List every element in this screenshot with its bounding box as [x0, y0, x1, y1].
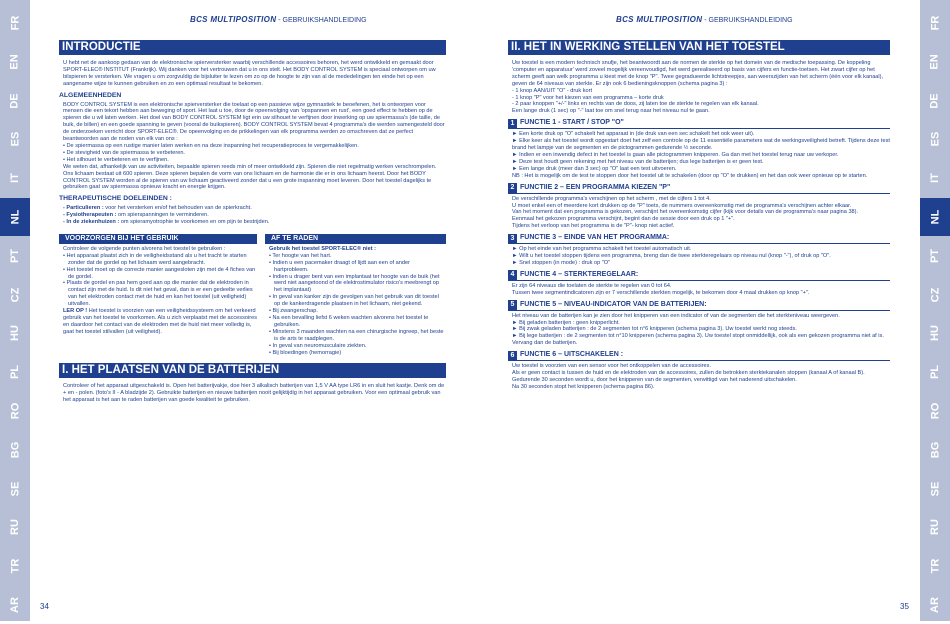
- function-line: Het niveau van de batterijen kan je zien door het knipperen van een indicator of van de segmenten die het sterkteniveau weergeven.: [512, 312, 840, 319]
- function-line: Tussen twee segmentindicatoren zijn er 7 verschillende sterkten mogelijk, te bekomen door 4 maal drukken op knop "+".: [512, 289, 810, 296]
- werking-item: - 1 knop AAN/UIT "O" - druk kort: [512, 87, 593, 94]
- lang-tab-label: IT: [9, 173, 21, 184]
- function-line: ► Bij geladen batterijen : geen knipperlicht.: [512, 319, 620, 326]
- voorzorgen-item: • Het apparaat plaatst zich in de veiligheidsstand als u het tracht te starten zonder dat de gordel op het lichaam werd aangebracht.: [63, 252, 247, 266]
- page-number-left: 34: [40, 602, 49, 611]
- right-column: [508, 40, 890, 391]
- function-heading: [508, 351, 890, 361]
- alg-bullet: • De stevigheid van de spiermassa te verbeteren.: [63, 149, 185, 156]
- alg-text-1: BODY CONTROL SYSTEM is een elektronische spierversterker die toelaat op een passieve wijze gymnastiek te beoefenen, het is ontworpen voor mensen die een tekort hebben aan beweging of sport. Het laat u toe, door de opeenvolging van 'opspannen en rust', een goed effect te hebben op de spieren die u wil laten werken. Het doel van BODY CONTROL SYSTEM ligt erin uw silhouet te verfijnen door inwerking op uw spiermassa's (de taille, de buik, de billen) en een goede spanning te geven (vooral de buikspieren). BODY CONTROL SYSTEM bevat 4 programma's die werden samengesteld door de onderzoeken verricht door SPORT-ELEC®. De opeenvolging en de prikkelingen van elk programma werden zo omschreven dat ze perfect beantwoorden aan de noden van elk van ons :: [63, 101, 445, 143]
- lang-tab-tr[interactable]: [920, 547, 950, 585]
- af-te-raden-item: • Bij bloedingen (hemorragie): [269, 349, 342, 356]
- intro-heading: INTRODUCTIE: [59, 40, 446, 55]
- lang-tab-de[interactable]: [0, 82, 30, 120]
- function-line: Uw toestel is voorzien van een sensor voor het ontkoppelen van de accessoires.: [512, 363, 712, 370]
- lang-tab-label: CZ: [928, 287, 941, 302]
- language-tabs-right: [920, 0, 950, 621]
- function-body: [508, 196, 890, 231]
- ther-item: [63, 205, 446, 212]
- function-number: 2: [508, 183, 517, 193]
- lang-tab-label: RU: [8, 519, 21, 536]
- ther-key: - Fysiotherapeuten :: [63, 212, 117, 219]
- af-te-raden-heading: AF TE RADEN: [265, 234, 446, 244]
- lang-tab-label: PL: [929, 365, 941, 380]
- page-number-right: 35: [900, 602, 909, 611]
- function-number: 6: [508, 351, 517, 361]
- function-line: ► Een korte druk op "O" schakelt het apparaat in (de druk van een sec schakelt het ook weer uit).: [512, 131, 755, 138]
- function-line: U moet enkel een of meerdere kort drukken op de "P" toets, de nummers overeenkomstig met de programma's verschijnen achter elkaar.: [512, 202, 852, 209]
- lang-tab-nl[interactable]: [920, 198, 950, 236]
- alg-bullet: • Het silhouet te verbeteren en te verfijnen.: [63, 156, 169, 163]
- lang-tab-label: DE: [929, 92, 941, 109]
- function-line: ► Een lange druk (meer dan 3 sec) op "O" laat een test uitvoeren.: [512, 165, 677, 172]
- language-tabs-left: [0, 0, 30, 621]
- lang-tab-bg[interactable]: [0, 431, 30, 469]
- lang-tab-label: DE: [9, 92, 21, 109]
- voorzorgen-item: • Het toestel moet op de correcte manier aangesloten zijn met de 4 fiches van de gordel.: [63, 266, 256, 280]
- af-te-raden-box: [265, 234, 446, 357]
- ther-list: [59, 205, 446, 226]
- lang-tab-label: IT: [929, 173, 941, 184]
- lang-tab-pt[interactable]: [920, 237, 950, 275]
- function-line: De verschillende programma's verschijnen op het scherm , met de cijfers 1 tot 4.: [512, 195, 711, 202]
- lang-tab-label: CZ: [8, 287, 21, 302]
- header-suffix: - GEBRUIKSHANDLEIDING: [276, 17, 367, 24]
- functions-list: [508, 119, 890, 391]
- alg-bullet: • De spiermassa op een rustige manier laten werken en na deze inspanning het recuperatieproces te vergemakkelijken.: [63, 142, 359, 149]
- alg-bullets: [59, 143, 446, 164]
- function-heading: [508, 119, 890, 129]
- lang-tab-label: PL: [9, 365, 21, 380]
- page-header-right: [616, 15, 793, 24]
- function-line: ► Bij lege batterijen : de 2 segmenten tot n°10 knipperen (schema pagina 3). Uw toestel stopt onmiddellijk, ook als een gekozen programma niet af is. Vervang dan de batterijen.: [512, 333, 884, 347]
- af-te-raden-item: • Minstens 3 maanden wachten na een chirurgische ingreep, het beste is de arts te raadplegen.: [269, 328, 444, 342]
- alg-text-2: We weten dat, afhankelijk van uw activiteiten, bepaalde spieren reeds min of meer ontwikkeld zijn. Spieren die niet regelmatig werken verschrompelen. Ons lichaam bestaat uit 600 spieren. Deze spieren bepalen de vorm van ons lichaam en de harmonie die er in ons lichaam heerst. Door het BODY CONTROL SYSTEM worden al de spieren van uw lichaam geactiveerd zonder dat u een grote inspanning moet leveren. Door het toestel dagelijks te gebruiken gaat uw spiermassa opnieuw kracht en energie krijgen.: [63, 163, 437, 191]
- lang-tab-bg[interactable]: [920, 431, 950, 469]
- ther-value: om spierspanningen te verminderen.: [116, 212, 209, 219]
- lang-tab-label: PT: [929, 248, 941, 263]
- lang-tab-ru[interactable]: [0, 508, 30, 546]
- werking-heading: II. HET IN WERKING STELLEN VAN HET TOESTEL: [508, 40, 890, 55]
- af-te-raden-item: • In geval van neuromusculaire ziekten.: [269, 342, 367, 349]
- werking-list: [508, 88, 890, 116]
- lang-tab-label: ES: [9, 132, 21, 147]
- lang-tab-label: EN: [9, 54, 21, 70]
- lang-tab-label: RO: [9, 402, 21, 420]
- function-body: [508, 131, 890, 179]
- lang-tab-label: BG: [929, 441, 941, 459]
- page-header-left: [190, 15, 367, 24]
- header-suffix: - GEBRUIKSHANDLEIDING: [702, 17, 793, 24]
- lang-tab-it[interactable]: [920, 159, 950, 197]
- lang-tab-nl[interactable]: [0, 198, 30, 236]
- lang-tab-ro[interactable]: [0, 392, 30, 430]
- function-line: Als er geen contact is tussen de huid en de elektroden van de accessoires, zullen de betrokken sterktekanalen stoppen (kanaal A of kanaal B).: [512, 370, 865, 377]
- warning-text: Het toestel is voorzien van een veiligheidssysteem om het verkeerd gebruik van het toestel te voorkomen. Als u zich verplaatst met de accessoires en daardoor het contact van de elektroden met de huid niet meer volledig is, gaat het toestel stilvallen (uit veiligheid).: [63, 308, 258, 335]
- function-line: Er zijn 64 niveaus die toelaten de sterkte te regelen van 0 tot 64.: [512, 282, 672, 289]
- lang-tab-cz[interactable]: [920, 276, 950, 314]
- function-line: NB : Het is mogelijk om de test te stoppen door het toestel uit te schakelen (door op "O" te drukken) en het dan ook weer opnieuw op te starten.: [512, 172, 868, 179]
- function-number: 4: [508, 270, 517, 280]
- lang-tab-pt[interactable]: [0, 237, 30, 275]
- voorzorgen-item: • Plaats de gordel en pas hem goed aan op die manier dat de elektroden in contact zijn met de huid. Is dit niet het geval, dan is er een gedeelte verlies van het elektroden contact met de huid en kan het toestel (uit veiligheid) uitvallen.: [63, 280, 253, 308]
- lang-tab-ar[interactable]: [920, 586, 950, 624]
- lang-tab-label: FR: [8, 15, 21, 31]
- intro-text: U hebt net de aankoop gedaan van de elektronische spierversterker waarbij verschillende accessoires behoren, het werd ontwikkeld en gemaakt door SPORT-ELEC® INSTITUT (Frankrijk). Wij danken voor het vertrouwen dat u in ons stelt. Het BODY CONTROL SYSTEM is speciaal ontworpen om uw bilspieren te versterken. We vragen u om zorgvuldig de bijsluiter te lezen om zo op de hoogte te zijn van al de mededelingen ten einde het op een aangename wijze te kunnen gebruiken en zo een optimaal resultaat te bekomen.: [63, 60, 436, 87]
- af-te-raden-item: • Na een bevalling liefst 6 weken wachten alvorens het toestel te gebruiken.: [269, 315, 429, 328]
- function-line: Tijdens het verloop van het programma is de "P"- knop niet actief.: [512, 223, 675, 230]
- function-line: ► Indien er een inwendig defect in het toestel is gaan alle pictogrammen knipperen. Ga dan met het toestel terug naar uw verkoper.: [512, 151, 839, 158]
- lang-tab-label: NL: [928, 209, 941, 225]
- lang-tab-ru[interactable]: [920, 508, 950, 546]
- function-heading: [508, 271, 890, 281]
- lang-tab-label: RO: [929, 402, 941, 420]
- function-line: ► Elke keer als het toestel wordt opgestart doet het zelf een controle op de 11 essentiële parameters wat de werkingsveiligheid betreft. Tijdens deze test brand het lampje van de segmenten en de pictogrammen gedurende ½ seconde.: [512, 138, 890, 152]
- af-te-raden-item: • Indien u een pacemaker draagt of lijdt aan een of ander hartprobleem.: [269, 259, 410, 273]
- voorzorgen-warning: [59, 308, 257, 336]
- werking-intro: Uw toestel is een modern technisch snufje, het beantwoordt aan de normen de sterkte op het domein van de medische toepassing. De koppeling 'computer en apparatuur' werd zoveel mogelijk vereenvoudigd, het werd gerealiseerd op basis van cijfers en functie-toetsen. Het zwart cijfer op het scherm geeft aan welk programma u kiest met de knop "P". Twee gegradueerde lichtstreepjes, aan weerszijden van het scherm (één voor elk kanaal), geven de 64 niveaus van sterkte. Er zijn ook 6 bedieningsknoppen (schema pagina 3) :: [512, 60, 884, 87]
- function-title: FUNCTIE 1 - START / STOP "O": [520, 119, 624, 127]
- warning-label: LER OP !: [63, 308, 88, 315]
- function-heading: [508, 234, 890, 244]
- ther-heading: THERAPEUTISCHE DOELEINDEN :: [59, 195, 172, 203]
- voorzorgen-box: [59, 234, 257, 357]
- lang-tab-cz[interactable]: [0, 276, 30, 314]
- function-heading: [508, 301, 890, 311]
- left-column: [59, 40, 446, 404]
- af-te-raden-item: • Ter hoogte van het hart.: [269, 252, 332, 259]
- two-col-section: [59, 234, 446, 357]
- batterijen-heading: I. HET PLAATSEN VAN DE BATTERIJEN: [59, 363, 446, 378]
- lang-tab-label: HU: [928, 325, 941, 342]
- lang-tab-label: PT: [9, 248, 21, 263]
- function-line: Na 30 seconden stopt het knipperen (schema pagina 86).: [512, 383, 655, 390]
- af-te-raden-item: • Bij zwangerschap.: [269, 308, 318, 315]
- lang-tab-fr[interactable]: [920, 4, 950, 42]
- lang-tab-label: NL: [8, 209, 21, 225]
- alg-heading: ALGEMEENHEDEN: [59, 91, 122, 99]
- lang-tab-label: SE: [929, 481, 941, 496]
- function-title: FUNCTIE 5 – NIVEAU-INDICATOR VAN DE BATTERIJEN:: [520, 300, 707, 308]
- lang-tab-es[interactable]: [0, 120, 30, 158]
- af-te-raden-item: • In geval van kanker zijn de gevolgen van het gebruik van dit toestel op de kankerdragende plaatsen in het lichaam, niet gekend.: [269, 294, 439, 308]
- lang-tab-ar[interactable]: [0, 586, 30, 624]
- lang-tab-label: TR: [928, 558, 941, 574]
- lang-tab-hu[interactable]: [0, 314, 30, 352]
- lang-tab-se[interactable]: [0, 470, 30, 508]
- function-line: ► Op het einde van het programma schakelt het toestel automatisch uit.: [512, 246, 692, 253]
- werking-item: - 2 paar knoppen "+/-" links en rechts van de doos, zij laten toe de sterkte te regelen van elk kanaal.: [512, 101, 759, 108]
- function-title: FUNCTIE 6 – UITSCHAKELEN :: [520, 351, 624, 359]
- lang-tab-hu[interactable]: [920, 314, 950, 352]
- lang-tab-label: BG: [9, 441, 21, 459]
- lang-tab-label: SE: [9, 481, 21, 496]
- voorzorgen-intro: Controleer de volgende punten alvorens het toestel te gebruiken :: [63, 245, 226, 252]
- lang-tab-pl[interactable]: [920, 353, 950, 391]
- function-line: ► Snel stoppen (in mode) : druk op "O": [512, 259, 611, 266]
- lang-tab-en[interactable]: [920, 43, 950, 81]
- af-te-raden-list: [265, 253, 446, 357]
- ther-key: - In de ziekenhuizen :: [63, 219, 120, 226]
- function-number: 3: [508, 234, 517, 244]
- lang-tab-tr[interactable]: [0, 547, 30, 585]
- voorzorgen-list: [59, 253, 257, 308]
- ther-value: om spieramyotrophie te voorkomen en om pijn te bestrijden.: [119, 219, 270, 226]
- function-line: ► Wilt u het toestel stoppen tijdens een programma, breng dan de twee sterkteregelaars op niveau nul (knop "-"), of druk op "O".: [512, 253, 831, 260]
- lang-tab-label: HU: [8, 325, 21, 342]
- batterijen-text: Controleer of het apparaat uitgeschakeld is. Open het batterijvakje, doe hier 3 alkalisch batterijen van 1,5 V AA type LR6 in en sluit het kastje. Denk om de + en - polen. (foto's II - A bladzijde 2). Gebruikte batterijen en nieuwe batterijen nooit gelijktijdig in het apparaat gebruiken. Voor een optimaal gebruik van het apparaat is het aan te raden batterijen van goede kwaliteit te gebruiken.: [63, 383, 445, 404]
- lang-tab-label: EN: [929, 54, 941, 70]
- function-title: FUNCTIIE 2 – EEN PROGRAMMA KIEZEN "P": [520, 183, 671, 191]
- function-line: Eenmaal het gekozen programma verschijnt, begint dan de sessie door een druk op 1 "+".: [512, 216, 735, 223]
- function-body: [508, 363, 890, 391]
- function-body: [508, 283, 890, 297]
- werking-item: Een lange druk (1 sec) op "-" laat toe om snel terug naar het niveau nul te gaan.: [512, 108, 710, 115]
- lang-tab-es[interactable]: [920, 120, 950, 158]
- function-line: Gedurende 30 seconden wordt u, door het knipperen van de segmenten, verwittigd van het naderend uitschakelen.: [512, 377, 797, 383]
- function-line: ► Deze test houdt geen rekening met het niveau van de batterijen; dus lege batterijen is er geen test.: [512, 158, 764, 165]
- lang-tab-label: TR: [8, 558, 21, 574]
- ther-key: - Particulieren :: [63, 205, 104, 212]
- lang-tab-label: AR: [8, 597, 21, 613]
- lang-tab-de[interactable]: [920, 82, 950, 120]
- lang-tab-it[interactable]: [0, 159, 30, 197]
- lang-tab-label: RU: [928, 519, 941, 536]
- af-te-raden-intro: Gebruik het toestel SPORT-ELEC® niet :: [269, 245, 376, 252]
- lang-tab-label: FR: [928, 15, 941, 31]
- lang-tab-label: AR: [928, 597, 941, 613]
- af-te-raden-item: • Indien u drager bent van een implantaat ter hoogte van de buik (het werd niet aangetoond of de elektrostimulator risico's meebrengt op het implantaat): [269, 273, 440, 294]
- brand-logo: BCS MULTIPOSITION: [616, 15, 703, 24]
- ther-item: [63, 212, 446, 219]
- lang-tab-label: ES: [929, 132, 941, 147]
- lang-tab-se[interactable]: [920, 470, 950, 508]
- werking-item: - 1 knop "P" voor het kiezen van een programma – korte druk: [512, 94, 664, 101]
- ther-item: [63, 219, 446, 226]
- lang-tab-fr[interactable]: [0, 4, 30, 42]
- function-title: FUNCTIE 3 – EINDE VAN HET PROGRAMMA:: [520, 234, 670, 242]
- function-line: Van het moment dat een programma is gekozen, verschijnt het overeenkomstig cijfer (kijk voor details van de programma's naar pagina 38).: [512, 209, 859, 216]
- lang-tab-en[interactable]: [0, 43, 30, 81]
- function-line: ► Bij zwak geladen batterijen : de 2 segmenten tot n°6 knipperen (schema pagina 3). Uw toestel werkt nog steeds.: [512, 326, 797, 333]
- function-body: [508, 313, 890, 348]
- function-heading: [508, 184, 890, 194]
- lang-tab-pl[interactable]: [0, 353, 30, 391]
- function-number: 5: [508, 300, 517, 310]
- lang-tab-ro[interactable]: [920, 392, 950, 430]
- function-number: 1: [508, 119, 517, 129]
- ther-value: voor het versterken en/of het behouden van de spierkracht.: [103, 205, 252, 212]
- voorzorgen-heading: VOORZORGEN BIJ HET GEBRUIK: [59, 234, 257, 244]
- function-body: [508, 246, 890, 267]
- function-title: FUNCTIE 4 – STERKTEREGELAAR:: [520, 270, 639, 278]
- brand-logo: BCS MULTIPOSITION: [190, 15, 277, 24]
